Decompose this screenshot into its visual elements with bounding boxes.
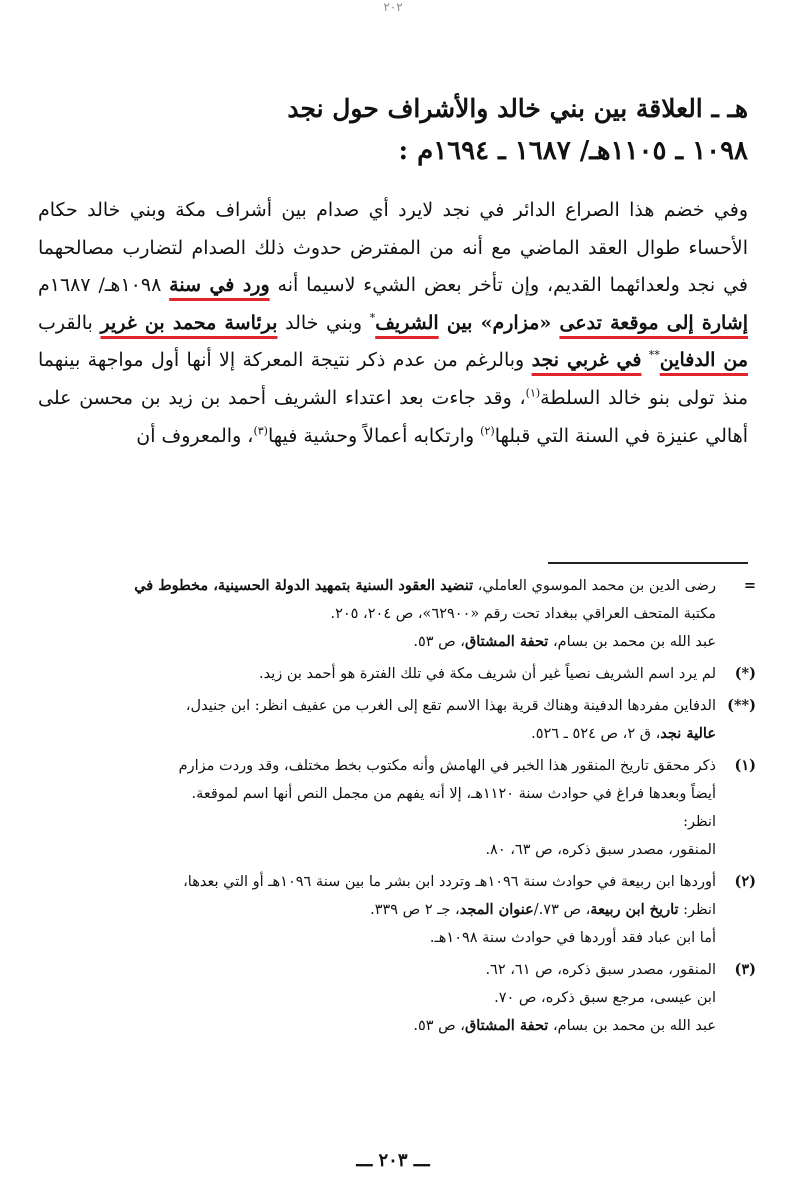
footnote-marker-double-star[interactable]: ** — [648, 349, 660, 363]
footnote-star — [40, 660, 756, 688]
text-run — [641, 349, 648, 371]
footnotes-section — [40, 572, 756, 1044]
footnote-mark: (١) — [734, 757, 756, 774]
text-run: وبالرغم من عدم ذكر نتيجة المعركة إلا أنها أول مواجهة بينهما منذ تولى بنو خالد السلطة — [38, 349, 749, 409]
footnote-text: انظر: — [678, 902, 716, 918]
footnote-body — [40, 660, 716, 688]
footnote-line: ابن عيسى، مرجع سبق ذكره، ص ٧٠. — [494, 990, 716, 1006]
footnote-line: أوردها ابن ربيعة في حوادث سنة ١٠٩٦هـ وتردد ابن بشر ما بين سنة ١٠٩٦هـ أو التي بعدها، — [183, 874, 716, 890]
footnote-line — [40, 720, 716, 748]
section-heading-dates: ١٠٩٨ ـ ١١٠٥هـ/ ١٦٨٧ ـ ١٦٩٤م : — [398, 136, 748, 166]
footnote-continued — [40, 572, 756, 656]
text-run: بالقرب — [38, 311, 101, 334]
footnote-text: ، ص ٧٣./ — [533, 902, 591, 918]
footnote-marker-star[interactable]: * — [369, 311, 376, 325]
footnote-line: المنقور، مصدر سبق ذكره، ص ٦٣، ٨٠. — [485, 842, 716, 858]
paragraph-text — [38, 192, 748, 455]
highlighted-phrase: برئاسة محمد بن غرير — [100, 311, 278, 334]
footnote-line: مكتبة المتحف العراقي ببغداد تحت رقم «٦٢٩٠٠»، ص ٢٠٤، ٢٠٥. — [330, 606, 716, 622]
footnote-line: لم يرد اسم الشريف نصياً غير أن شريف مكة في تلك الفترة هو أحمد بن زيد. — [258, 666, 716, 682]
footnote-body — [40, 956, 716, 1040]
footnote-mark: (٢) — [734, 873, 756, 890]
footnote-title: تحفة المشتاق — [464, 633, 549, 650]
highlighted-phrase: الشريف — [375, 311, 439, 334]
text-run: وارتكابه أعمالاً وحشية فيها — [267, 424, 481, 447]
text-run: ، والمعروف أن — [136, 424, 254, 447]
previous-page-number-fragment: ٢٠٢ — [383, 0, 403, 14]
footnote-text: عبد الله بن محمد بن بسام، — [548, 634, 716, 650]
highlighted-phrase: ورد في سنة — [169, 274, 270, 297]
footnote-title: عالية نجد — [660, 725, 716, 742]
page-number: ـــ ٢٠٣ ـــ — [356, 1150, 430, 1171]
footnote-line: أما ابن عباد فقد أوردها في حوادث سنة ١٠٩٨هـ. — [429, 930, 716, 946]
text-run: وفي خضم هذا الصراع الدائر في نجد لايرد أي صدام بين أشراف مكة وبني خالد حكام الأحساء طوال العقد الماضي مع أنه من المفترض حدوث ذلك الصدام لتضارب مصالحهما في نجد ولعدائهما القديم، وإن تأخر بعض الشيء لاسيما أنه — [38, 199, 748, 297]
text-run: وبني خالد — [277, 311, 370, 334]
footnote-line — [40, 896, 716, 924]
footnote-marker-2[interactable]: (٢) — [480, 424, 495, 438]
footnote-line: الدفاين مفردها الدفينة وهناك قرية بهذا الاسم تقع إلى الغرب من عفيف انظر: ابن جنيدل، — [185, 698, 716, 714]
footnote-body — [40, 868, 716, 952]
text-run: ١٠٩٨هـ/ ١٦٨٧م — [38, 274, 170, 297]
footnote-text: ، ق ٢، ص ٥٢٤ ـ ٥٢٦. — [531, 726, 661, 742]
text-run-bold: «مزارم» بين — [438, 311, 560, 334]
highlighted-phrase: إشارة إلى موقعة تدعى — [559, 311, 748, 334]
highlighted-phrase: من الدفاين — [659, 349, 748, 372]
footnote-separator — [548, 562, 748, 564]
footnote-title: عنوان المجد — [459, 901, 534, 918]
highlighted-phrase: في غربي نجد — [531, 349, 642, 372]
footnote-title: تحفة المشتاق — [464, 1017, 549, 1034]
footnote-line — [40, 572, 716, 600]
section-heading — [38, 88, 748, 172]
footnote-3 — [40, 956, 756, 1040]
footnote-2 — [40, 868, 756, 952]
section-heading-title: هـ ـ العلاقة بين بني خالد والأشراف حول نجد — [287, 94, 748, 123]
footnote-marker-3[interactable]: (٣) — [253, 424, 268, 438]
footnote-text: عبد الله بن محمد بن بسام، — [548, 1018, 716, 1034]
footnote-body — [40, 692, 716, 748]
footnote-marker-1[interactable]: (١) — [525, 386, 541, 400]
body-paragraph — [38, 192, 748, 455]
footnote-line — [40, 628, 716, 656]
footnote-text: رضى الدين بن محمد الموسوي العاملي، — [473, 578, 716, 594]
footnote-mark: (**) — [727, 697, 756, 714]
footnote-double-star — [40, 692, 756, 748]
text-run: ، وقد جاءت بعد اعتداء الشريف أحمد بن زيد بن محسن على أهالي عنيزة في السنة التي قبلها — [38, 386, 748, 447]
footnote-mark: (*) — [734, 665, 756, 682]
footnote-mark: (٣) — [734, 961, 756, 978]
footnote-text: ، ص ٥٣. — [413, 1018, 465, 1034]
footnote-body — [40, 752, 716, 864]
footnote-line: أيضاً وبعدها فراغ في حوادث سنة ١١٢٠هـ، إلا أنه يفهم من مجمل النص أنها اسم لموقعة. — [191, 786, 716, 802]
footnote-line: ذكر محقق تاريخ المنقور هذا الخبر في الهامش وأنه مكتوب بخط مختلف، وقد وردت مزارم — [178, 758, 716, 774]
footnote-line — [40, 1012, 716, 1040]
footnote-line: المنقور، مصدر سبق ذكره، ص ٦١، ٦٢. — [485, 962, 716, 978]
footnote-title: تاريخ ابن ربيعة — [590, 901, 679, 918]
footnote-text: ، جـ ٢ ص ٣٣٩. — [370, 902, 460, 918]
footnote-body — [40, 572, 716, 656]
footnote-mark: = — [743, 577, 756, 594]
footnote-line: انظر: — [683, 814, 716, 830]
footnote-1 — [40, 752, 756, 864]
footnote-title: تنضيد العقود السنية بتمهيد الدولة الحسينية، مخطوط في — [134, 577, 474, 594]
footnote-text: ، ص ٥٣. — [413, 634, 465, 650]
